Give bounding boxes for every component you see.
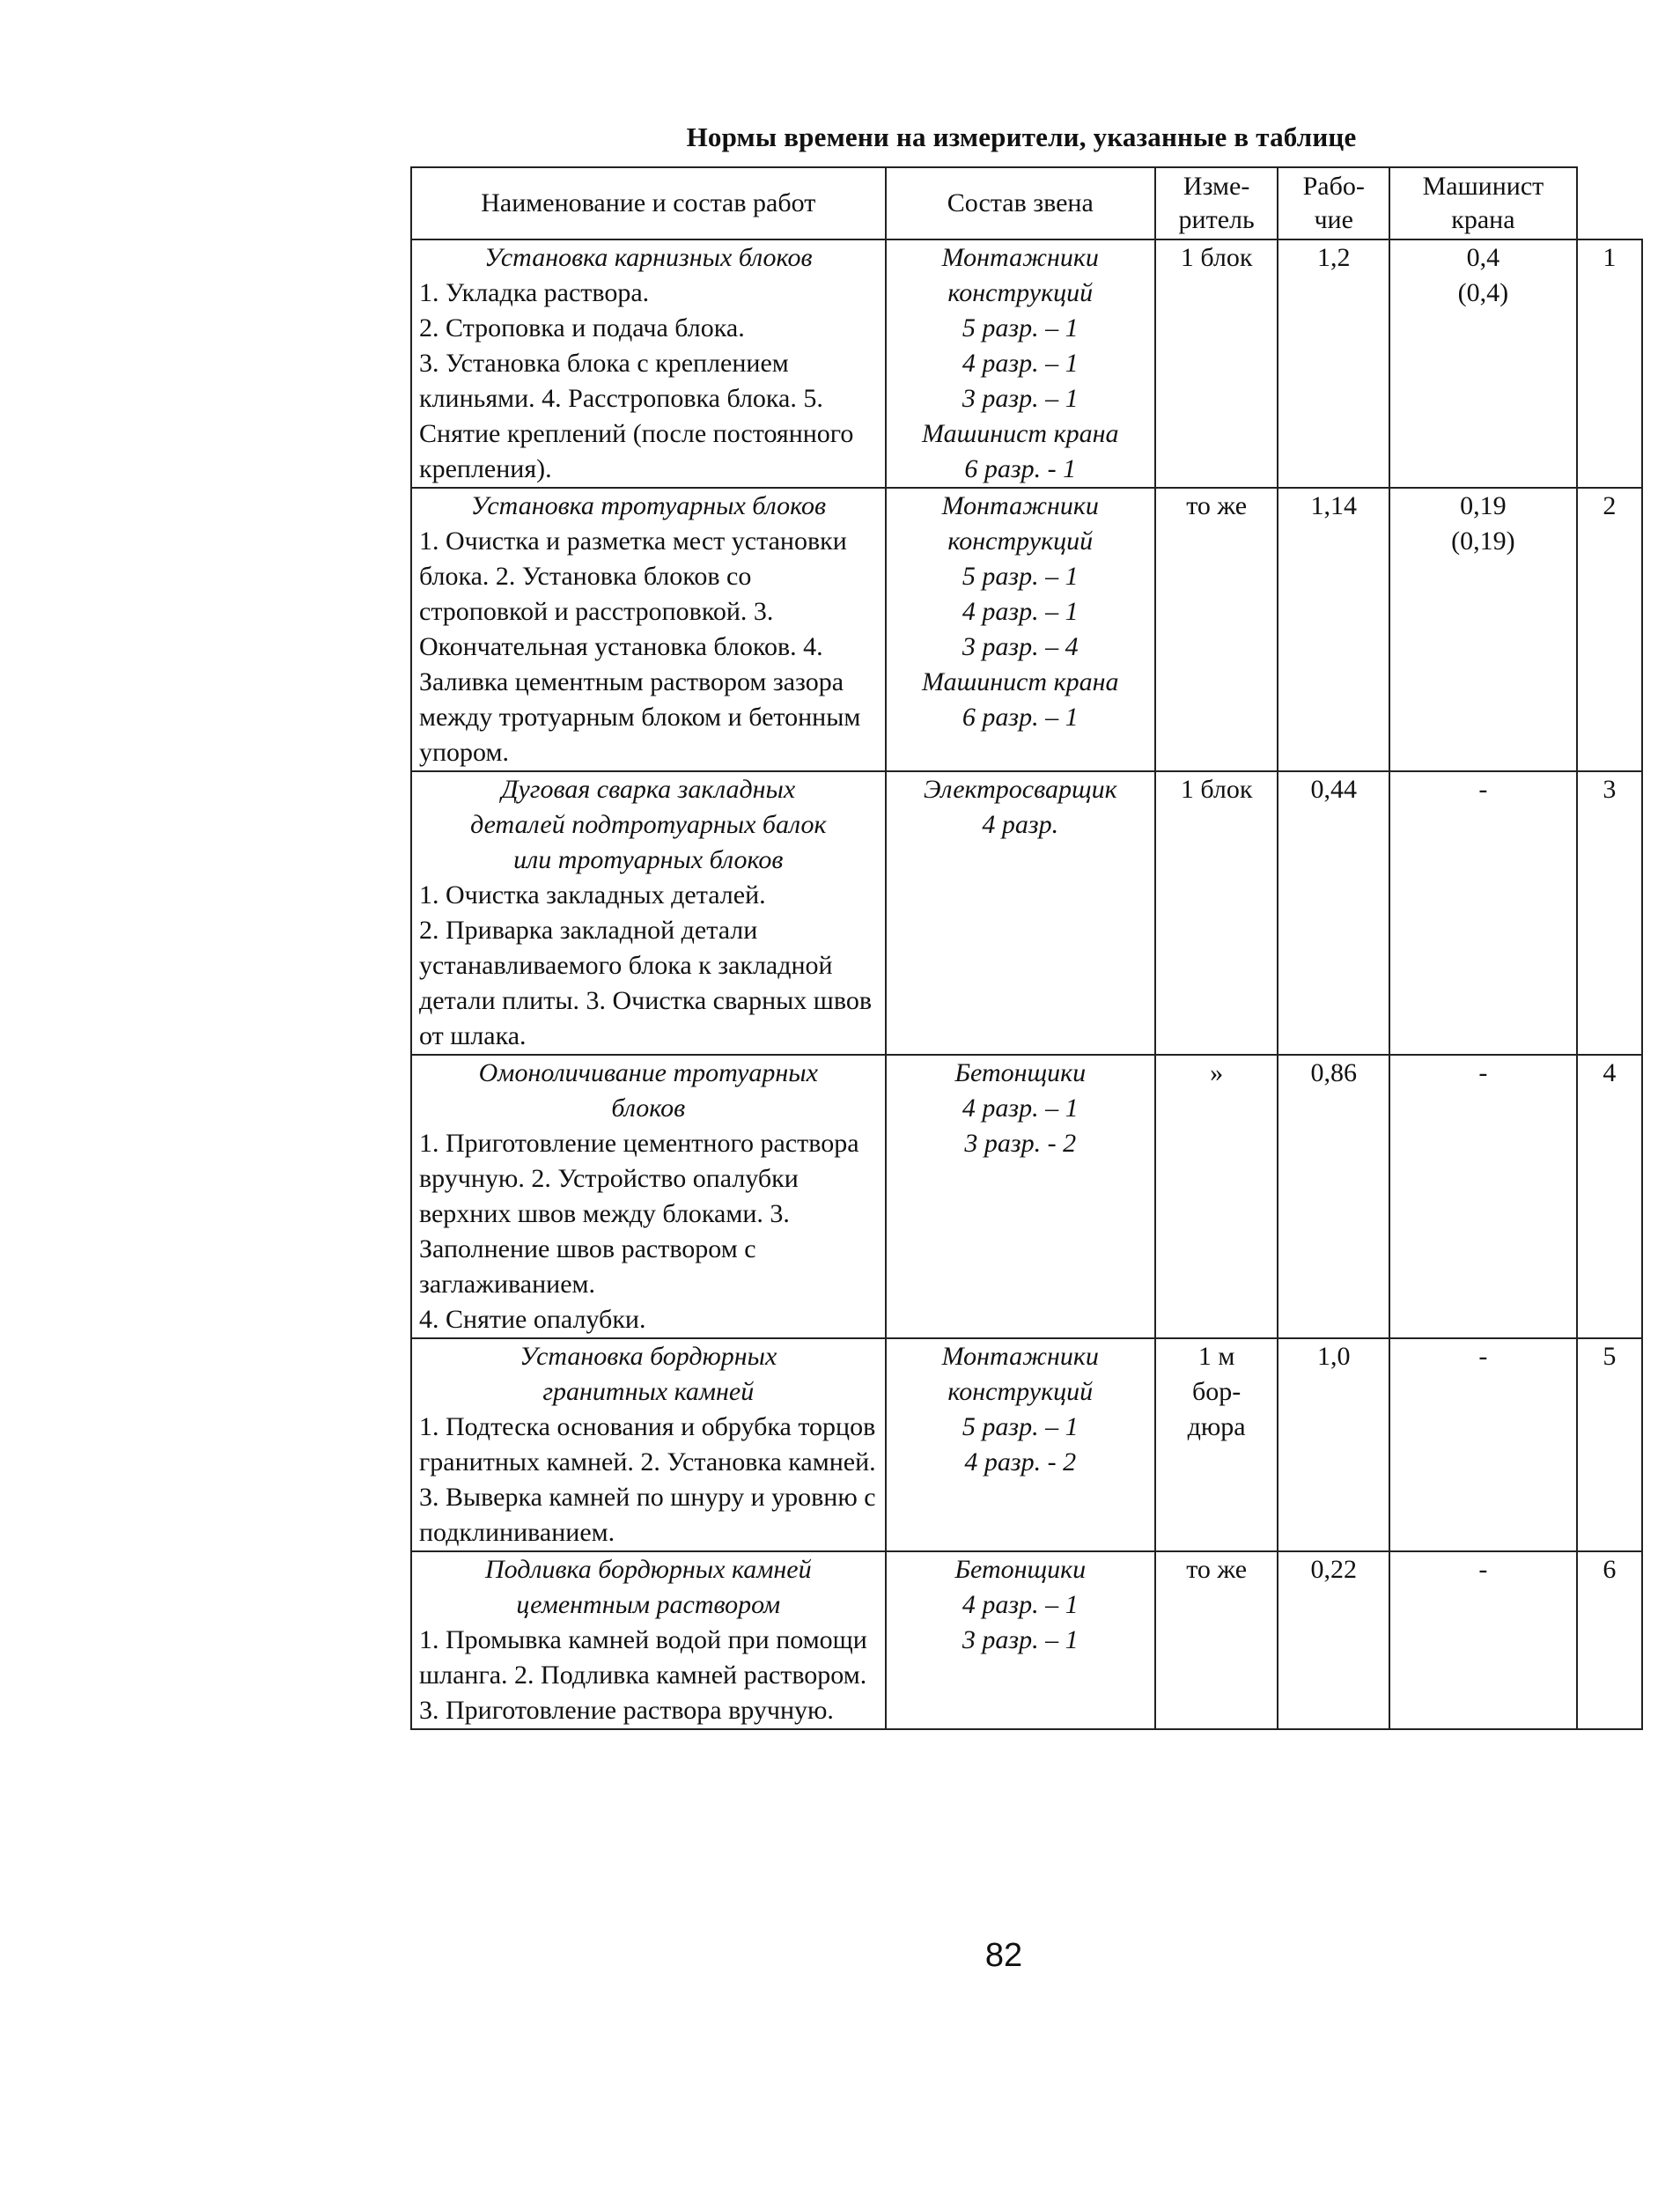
crew-cell: [886, 1055, 1155, 1338]
crew-line: Бетонщики: [954, 1555, 1087, 1584]
crew-line: 4 разр. - 2: [964, 1447, 1077, 1477]
meter-cell: [1155, 1551, 1278, 1729]
workers-norm-cell: 0,86: [1278, 1055, 1389, 1338]
crane-operator-value: 0,4: [1466, 243, 1500, 272]
workers-norm-cell: 0,44: [1278, 771, 1389, 1055]
row-number: 2: [1577, 488, 1642, 771]
crane-operator-value: 0,19: [1460, 491, 1507, 520]
workers-norm-cell: 1,2: [1278, 239, 1389, 488]
work-heading: Установка тротуарных блоков: [470, 491, 826, 520]
crew-line: 4 разр. – 1: [962, 1094, 1079, 1123]
work-step: 4. Снятие опалубки.: [419, 1305, 646, 1334]
meter-line: дюра: [1187, 1412, 1246, 1441]
row-number: 4: [1577, 1055, 1642, 1338]
table-row: [411, 239, 1642, 488]
crane-operator-norm-cell: [1389, 488, 1577, 771]
work-heading: Дуговая сварка закладных: [501, 775, 796, 804]
crew-line: 3 разр. – 4: [962, 632, 1079, 661]
crane-operator-value: (0,19): [1451, 527, 1515, 556]
work-heading: блоков: [611, 1094, 686, 1123]
meter-line: »: [1210, 1058, 1224, 1087]
table-header-row: [411, 167, 1642, 239]
meter-line: 1 м: [1197, 1342, 1235, 1371]
row-number: 6: [1577, 1551, 1642, 1729]
work-heading: Омоноличивание тротуарных: [478, 1058, 818, 1087]
work-description-cell: [411, 1338, 886, 1551]
crew-line: 3 разр. – 1: [962, 384, 1079, 413]
work-step: 1. Приготовление цементного раствора вручную. 2. Устройство опалубки верхних швов между блоками. 3. Заполнение швов раствором с заглаживанием.: [419, 1129, 859, 1299]
workers-norm-cell: 1,0: [1278, 1338, 1389, 1551]
crew-cell: [886, 1551, 1155, 1729]
work-description-cell: [411, 239, 886, 488]
crew-line: Монтажники: [941, 243, 1099, 272]
column-header-crew: Состав звена: [886, 167, 1155, 239]
work-description-cell: [411, 488, 886, 771]
meter-line: бор-: [1191, 1377, 1242, 1406]
crane-operator-value: (0,4): [1457, 278, 1509, 307]
crew-line: конструкций: [947, 278, 1094, 307]
work-description-cell: [411, 1055, 886, 1338]
crane-operator-value: -: [1478, 1342, 1488, 1371]
crew-line: Монтажники: [941, 1342, 1099, 1371]
work-step: 2. Приварка закладной детали устанавливаемого блока к закладной детали плиты. 3. Очистка сварных швов от шлака.: [419, 916, 873, 1050]
work-step: 1. Подтеска основания и обрубка торцов гранитных камней. 2. Установка камней. 3. Выверка камней по шнуру и уровню с подклиниванием.: [419, 1412, 876, 1547]
crew-cell: [886, 771, 1155, 1055]
crew-cell: [886, 239, 1155, 488]
crane-operator-value: -: [1478, 775, 1488, 804]
table-row: [411, 1338, 1642, 1551]
work-heading: цементным раствором: [516, 1590, 781, 1619]
crew-cell: [886, 488, 1155, 771]
crew-line: 4 разр. – 1: [962, 597, 1079, 626]
meter-cell: [1155, 1338, 1278, 1551]
work-step: 1. Укладка раствора.: [419, 278, 650, 307]
crew-line: 3 разр. - 2: [964, 1129, 1077, 1158]
work-heading: или тротуарных блоков: [513, 845, 784, 874]
crew-line: Машинист крана: [922, 419, 1119, 448]
work-heading: Установка карнизных блоков: [484, 243, 813, 272]
work-heading: Подливка бордюрных камней: [484, 1555, 812, 1584]
column-header-meter: Изме- ритель: [1155, 167, 1278, 239]
work-step: 1. Промывка камней водой при помощи шланга. 2. Подливка камней раствором. 3. Приготовление раствора вручную.: [419, 1625, 867, 1725]
workers-norm-cell: 1,14: [1278, 488, 1389, 771]
work-description-cell: [411, 1551, 886, 1729]
table-row: [411, 1055, 1642, 1338]
column-header-crane-operator: Машинист крана: [1389, 167, 1577, 239]
crane-operator-value: -: [1478, 1555, 1488, 1584]
crew-line: 4 разр. – 1: [962, 349, 1079, 378]
table-row: [411, 771, 1642, 1055]
page-number: 82: [984, 1937, 1023, 1974]
column-header-workers: Рабо- чие: [1278, 167, 1389, 239]
crane-operator-norm-cell: [1389, 1338, 1577, 1551]
work-step: 1. Очистка и разметка мест установки блока. 2. Установка блоков со строповкой и расстроповкой. 3. Окончательная установка блоков. 4. Заливка цементным раствором зазора между тротуарным блоком и бетонным упором.: [419, 527, 861, 767]
work-heading: деталей подтротуарных балок: [470, 810, 827, 839]
norms-table: [410, 166, 1643, 1730]
work-step: 1. Очистка закладных деталей.: [419, 880, 766, 910]
crane-operator-norm-cell: [1389, 771, 1577, 1055]
crew-line: 4 разр.: [982, 810, 1059, 839]
column-header-work: Наименование и состав работ: [411, 167, 886, 239]
crew-line: Машинист крана: [922, 667, 1119, 696]
table-row: [411, 488, 1642, 771]
crew-line: Электросварщик: [923, 775, 1117, 804]
crew-line: 6 разр. – 1: [962, 703, 1079, 732]
row-number: 5: [1577, 1338, 1642, 1551]
crew-line: 6 разр. - 1: [964, 454, 1077, 483]
crane-operator-norm-cell: [1389, 239, 1577, 488]
meter-cell: [1155, 239, 1278, 488]
table-body: [411, 239, 1642, 1729]
work-heading: гранитных камней: [542, 1377, 755, 1406]
meter-line: то же: [1186, 491, 1248, 520]
crew-line: конструкций: [947, 1377, 1094, 1406]
meter-cell: [1155, 771, 1278, 1055]
crew-line: 3 разр. – 1: [962, 1625, 1079, 1654]
column-header-number: [1577, 167, 1642, 239]
meter-line: то же: [1186, 1555, 1248, 1584]
meter-line: 1 блок: [1180, 775, 1253, 804]
work-step: 2. Строповка и подача блока.: [419, 313, 745, 342]
crew-cell: [886, 1338, 1155, 1551]
crew-line: 5 разр. – 1: [962, 313, 1079, 342]
table-row: [411, 1551, 1642, 1729]
work-description-cell: [411, 771, 886, 1055]
row-number: 3: [1577, 771, 1642, 1055]
workers-norm-cell: 0,22: [1278, 1551, 1389, 1729]
meter-cell: [1155, 1055, 1278, 1338]
crane-operator-value: -: [1478, 1058, 1488, 1087]
crew-line: Бетонщики: [954, 1058, 1087, 1087]
page-title: Нормы времени на измерители, указанные в таблице: [686, 122, 1357, 152]
crew-line: 4 разр. – 1: [962, 1590, 1079, 1619]
row-number: 1: [1577, 239, 1642, 488]
crane-operator-norm-cell: [1389, 1055, 1577, 1338]
crew-line: конструкций: [947, 527, 1094, 556]
work-step: 3. Установка блока с креплением клиньями. 4. Расстроповка блока. 5. Снятие креплений (после постоянного крепления).: [419, 349, 854, 483]
crew-line: Монтажники: [941, 491, 1099, 520]
meter-cell: [1155, 488, 1278, 771]
crane-operator-norm-cell: [1389, 1551, 1577, 1729]
crew-line: 5 разр. – 1: [962, 562, 1079, 591]
meter-line: 1 блок: [1180, 243, 1253, 272]
crew-line: 5 разр. – 1: [962, 1412, 1079, 1441]
work-heading: Установка бордюрных: [519, 1342, 777, 1371]
